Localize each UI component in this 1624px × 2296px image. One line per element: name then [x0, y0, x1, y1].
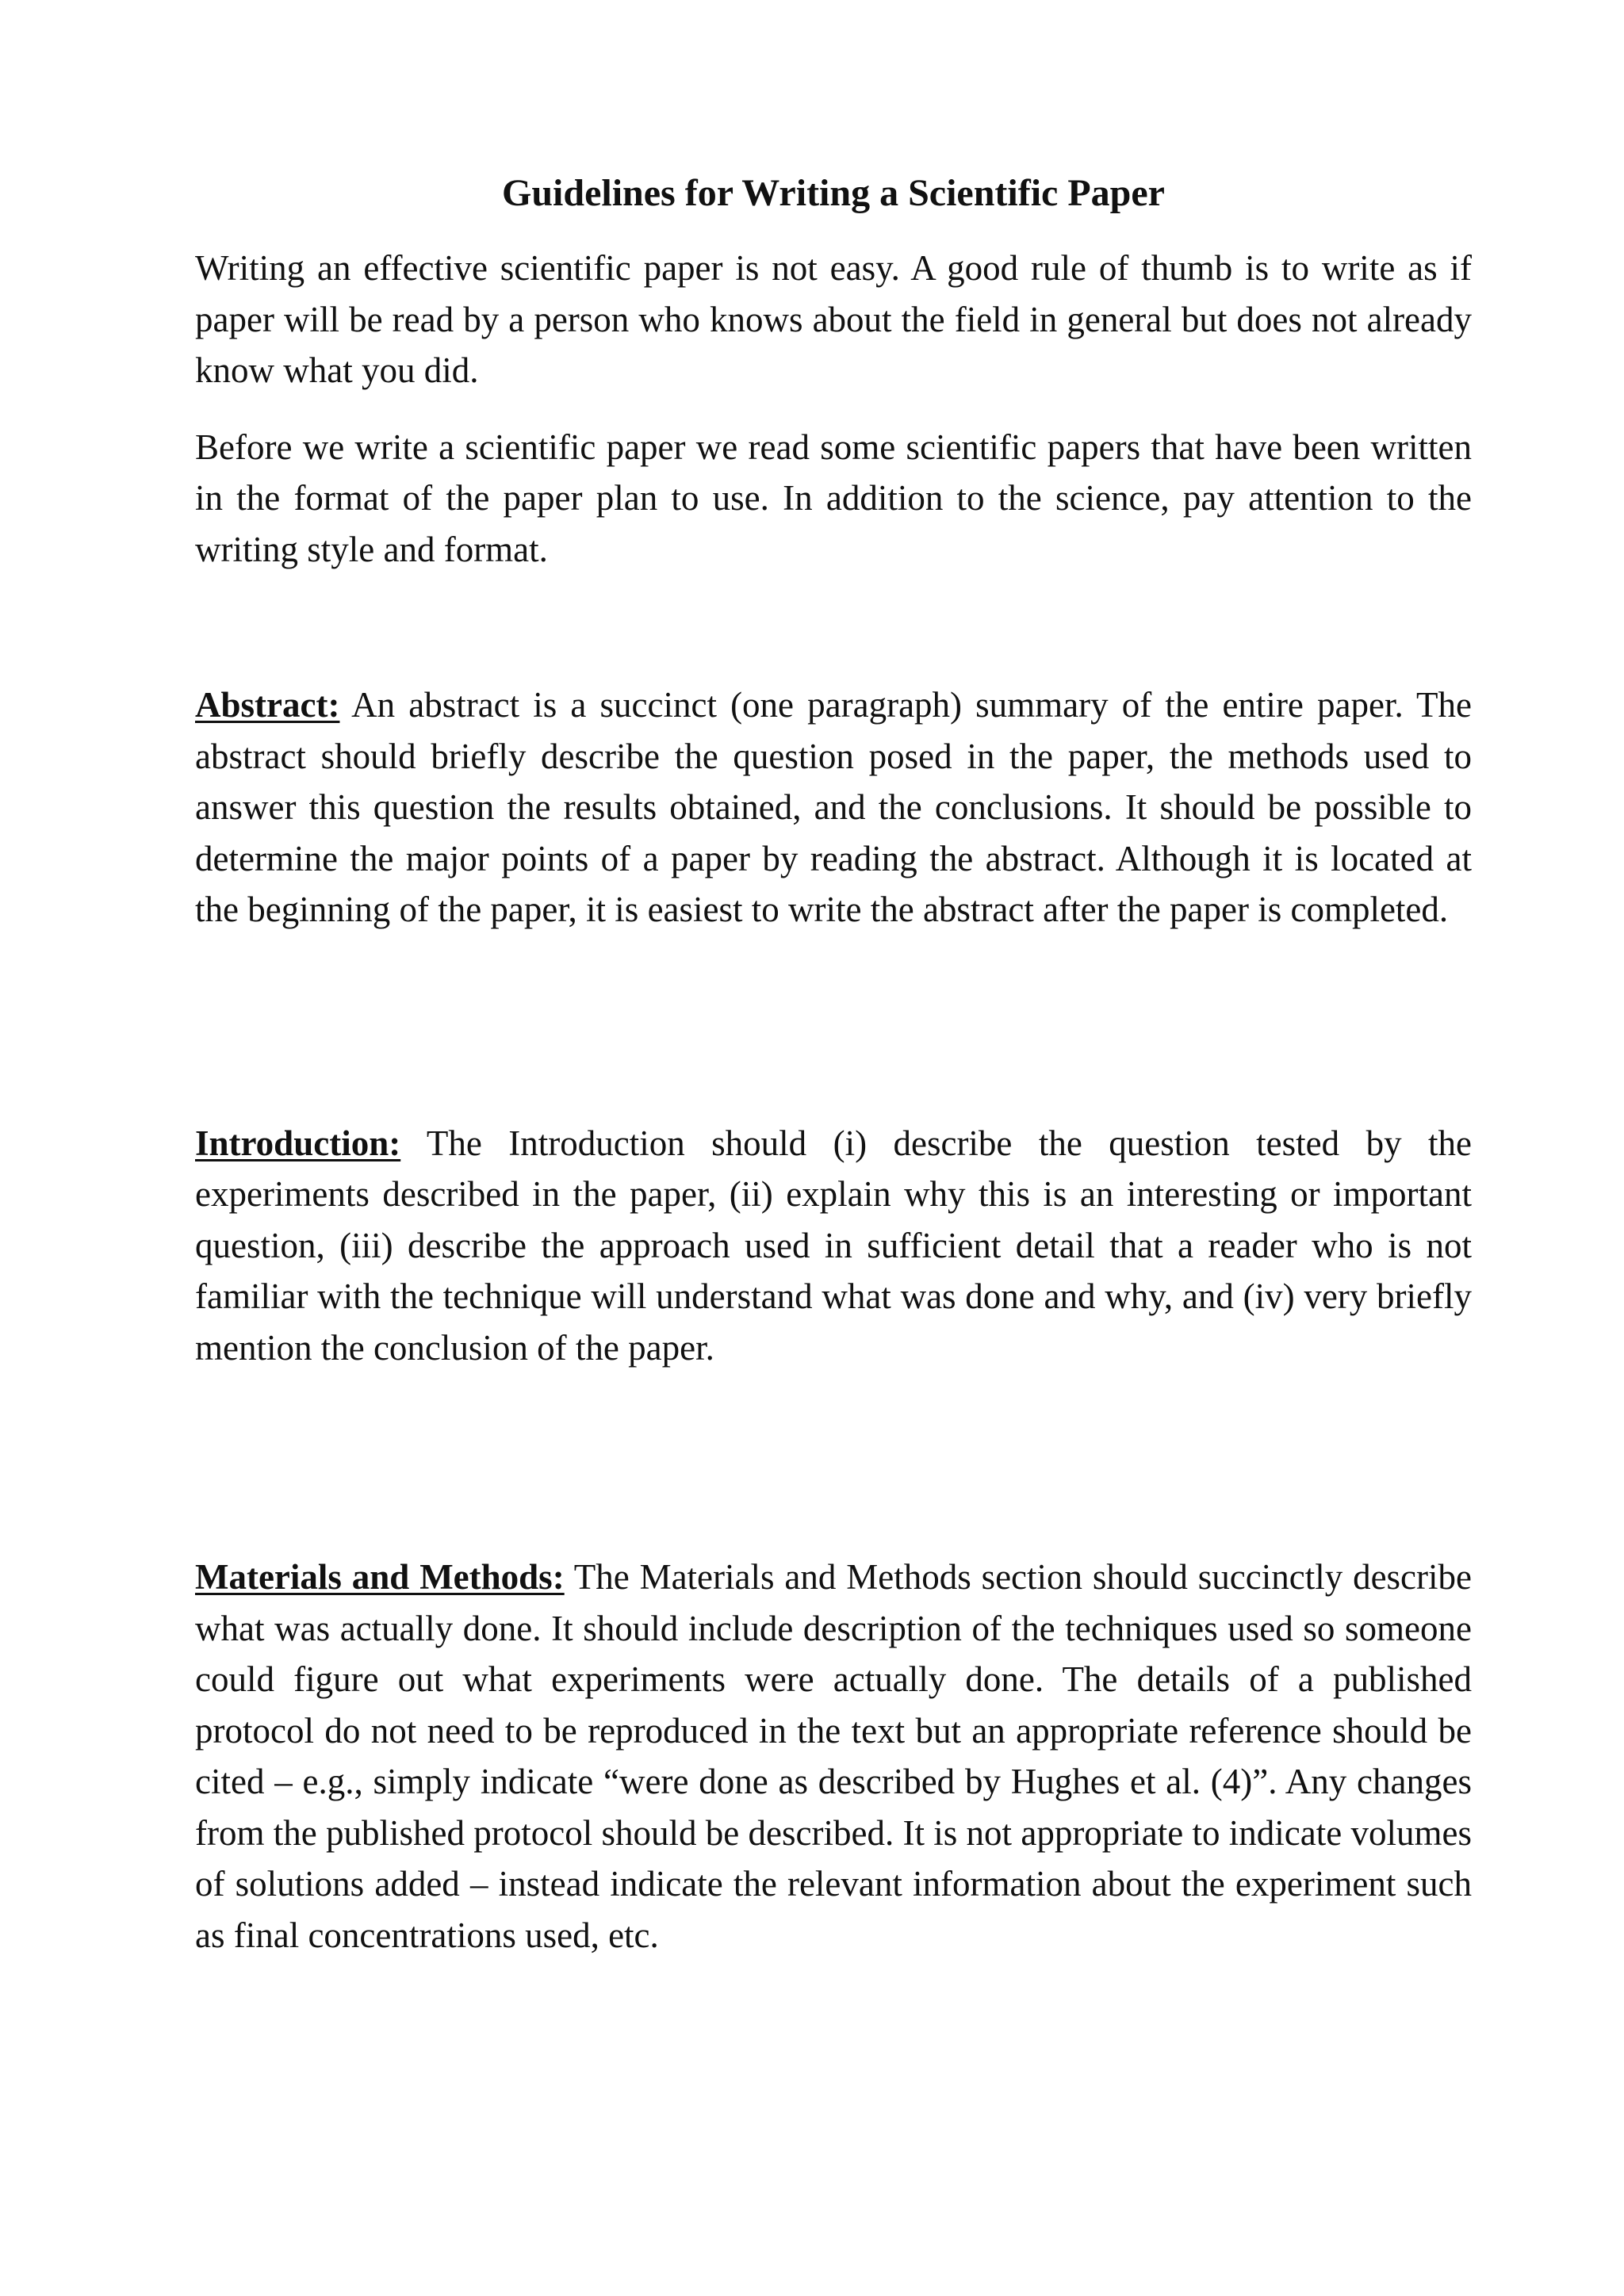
methods-section [195, 1552, 1472, 1961]
document-content [195, 168, 1472, 1961]
introduction-body: The Introduction should (i) describe the question tested by the experiments described in the paper, (ii) explain why this is an interesting or important question, (iii) describe the approach used in sufficient detail that a reader who is not familiar with the technique will understand what was done and why, and (iv) very briefly mention the conclusion of the paper. [195, 1123, 1472, 1368]
introduction-section [195, 1118, 1472, 1374]
methods-body: The Materials and Methods section should succinctly describe what was actually done. It should include description of the techniques used so someone could figure out what experiments were actually done. The details of a published protocol do not need to be reproduced in the text but an appropriate reference should be cited – e.g., simply indicate “were done as described by Hughes et al. (4)”. Any changes from the published protocol should be described. It is not appropriate to indicate volumes of solutions added – instead indicate the relevant information about the experiment such as final concentrations used, etc. [195, 1557, 1472, 1955]
abstract-section [195, 679, 1472, 936]
methods-heading: Materials and Methods: [195, 1557, 565, 1597]
document-title: Guidelines for Writing a Scientific Paper [502, 172, 1165, 214]
intro-paragraph-2: Before we write a scientific paper we read some scientific papers that have been written in the format of the paper plan to use. In addition to the science, pay attention to the writing style and format. [195, 427, 1472, 569]
intro-paragraph-1: Writing an effective scientific paper is not easy. A good rule of thumb is to write as if paper will be read by a person who knows about the field in general but does not already know what you did. [195, 248, 1472, 390]
introduction-heading: Introduction: [195, 1123, 401, 1163]
abstract-body: An abstract is a succinct (one paragraph) summary of the entire paper. The abstract should briefly describe the question posed in the paper, the methods used to answer this question the results obtained, and the conclusions. It should be possible to determine the major points of a paper by reading the abstract. Although it is located at the beginning of the paper, it is easiest to write the abstract after the paper is completed. [195, 685, 1472, 929]
abstract-heading: Abstract: [195, 685, 340, 725]
